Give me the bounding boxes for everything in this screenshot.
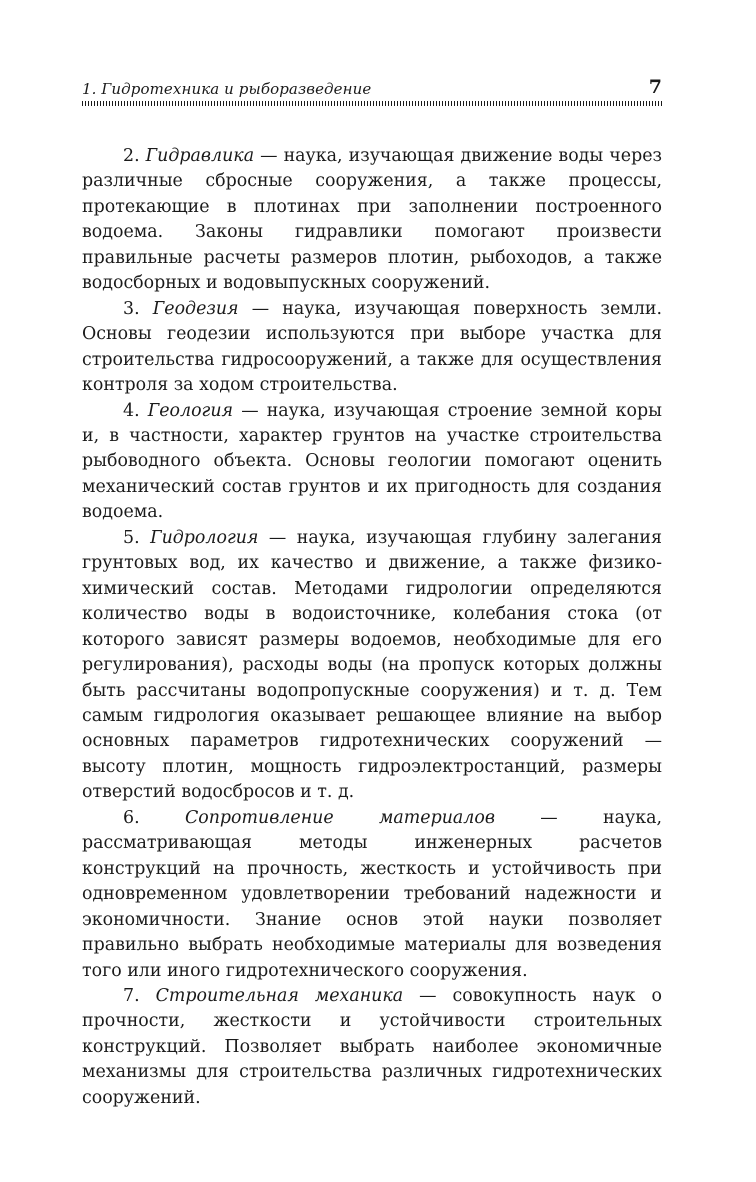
definition-text: — наука, изучающая строение земной коры и, в частности, характер грунтов на участке строительства рыбоводного объекта. Основы геологии помогают оценить механический состав грунтов и их пригодность для создания водоема. (82, 400, 662, 523)
paragraph-strength-of-materials (82, 806, 662, 984)
paragraph-structural-mechanics (82, 984, 662, 1111)
item-number: 7. (123, 985, 156, 1006)
paragraph-hydrology (82, 526, 662, 806)
term-hydraulics: Гидравлика (145, 146, 255, 166)
term-hydrology: Гидрология (150, 527, 259, 548)
term-geodesy: Геодезия (152, 298, 239, 319)
term-strength-of-materials: Сопротивление материалов (184, 807, 495, 828)
definition-text: — наука, изучающая движение воды через различные сбросные сооружения, а также процессы, протекающие в плотинах при заполнении построенного водоема. Законы гидравлики помогают произвести правильные расчеты размеров плотин, рыбоходов, а также водосборных и водовыпускных сооружений. (82, 146, 663, 294)
item-number: 4. (123, 400, 148, 421)
definition-text: — наука, изучающая глубину залегания грунтовых вод, их качество и движение, а также физико-химический состав. Методами гидрологии определяются количество воды в водоисточнике, колебания стока (от которого зависят размеры водоемов, необходимые для его регулирования), расходы воды (на пропуск которых должны быть рассчитаны водопропускные сооружения) и т. д. Тем самым гидрология оказывает решающее влияние на выбор основных параметров гидротехнических сооружений — высоту плотин, мощность гидроэлектростанций, размеры отверстий водосбросов и т. д. (82, 527, 662, 803)
term-geology: Геология (147, 400, 234, 421)
page-number: 7 (648, 76, 662, 98)
paragraph-hydraulics (82, 144, 662, 297)
header-rule (82, 101, 662, 106)
paragraph-geology (82, 399, 662, 526)
definition-text: — наука, изучающая поверхность земли. Основы геодезии используются при выборе участка для строительства гидросооружений, а также для осуществления контроля за ходом строительства. (82, 298, 662, 396)
item-number: 5. (123, 527, 151, 548)
definition-text: — наука, рассматривающая методы инженерных расчетов конструкций на прочность, жесткость и устойчивость при одновременном удовлетворении требований надежности и экономичности. Знание основ этой науки позволяет правильно выбрать необходимые материалы для возведения того или иного гидротехнического сооружения. (82, 807, 663, 981)
item-number: 6. (123, 807, 185, 828)
item-number: 2. (123, 146, 146, 166)
page-header (82, 76, 662, 102)
running-head: 1. Гидротехника и рыборазведение (82, 80, 372, 98)
body-text (82, 144, 662, 1111)
item-number: 3. (123, 298, 153, 319)
term-structural-mechanics: Строительная механика (155, 985, 404, 1006)
paragraph-geodesy (82, 297, 662, 399)
definition-text: — совокупность наук о прочности, жесткости и устойчивости строительных конструкций. Позволяет выбрать наиболее экономичные механизмы для строительства различных гидротехнических сооружений. (82, 985, 662, 1108)
